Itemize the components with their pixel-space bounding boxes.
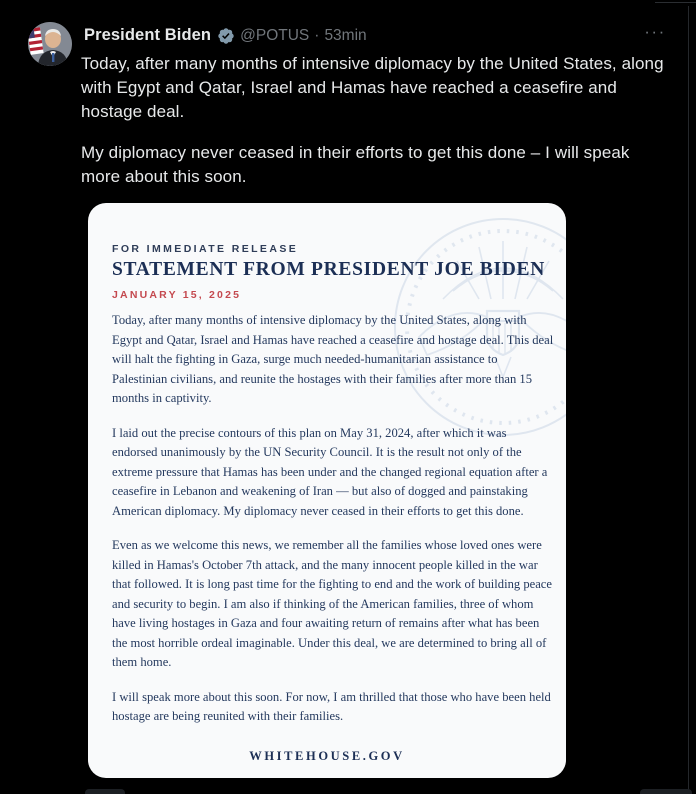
statement-body: [112, 311, 554, 742]
tweet-body: [81, 52, 665, 206]
whitehouse-gov-footer: WHITEHOUSE.GOV: [249, 749, 405, 763]
column-divider-top: [655, 2, 696, 3]
tweet-header: [84, 26, 367, 45]
tweet-paragraph: Today, after many months of intensive diplomacy by the United States, along with Egypt and Qatar, Israel and Hamas have reached a ceasefire and hostage deal.: [81, 54, 664, 121]
release-kicker: FOR IMMEDIATE RELEASE: [112, 243, 299, 255]
statement-paragraph: Even as we welcome this news, we remember all the families whose loved ones were killed in Hamas's October 7th attack, and the many innocent people killed in the war that followed. It is long past time for the fighting to end and the work of building peace and security to begin. I am also if thinking of the American families, three of whom have living hostages in Gaza and four awaiting return of remains after what has been the most horrible ordeal imaginable. Under this deal, we are determined to bring all of them home.: [112, 538, 552, 669]
statement-paragraph: I laid out the precise contours of this plan on May 31, 2024, after which it was endorsed unanimously by the UN Security Council. It is the result not only of the extreme pressure that Hamas has been under and the changed regional equation after a ceasefire in Lebanon and weakening of Iran — but also of dogged and painstaking American diplomacy. My diplomacy never ceased in their efforts to get this done.: [112, 425, 548, 518]
statement-image-card[interactable]: [88, 203, 566, 778]
more-button[interactable]: ···: [638, 20, 672, 44]
statement-date: JANUARY 15, 2025: [112, 289, 242, 301]
verified-badge-icon: [217, 27, 235, 45]
display-name[interactable]: President Biden: [84, 26, 212, 44]
separator-dot: ·: [314, 26, 320, 44]
below-fold-element-edge: [640, 789, 692, 794]
avatar[interactable]: [28, 22, 72, 66]
tweet-paragraph: My diplomacy never ceased in their efforts to get this done – I will speak more about this soon.: [81, 143, 630, 186]
timestamp[interactable]: 53min: [324, 26, 367, 44]
below-fold-element-edge: [85, 789, 125, 794]
statement-paragraph: I will speak more about this soon. For now, I am thrilled that those who have been held hostage are being reunited with their families.: [112, 689, 551, 723]
handle[interactable]: @POTUS: [240, 26, 310, 44]
column-divider: [688, 6, 689, 794]
statement-paragraph: Today, after many months of intensive diplomacy by the United States, along with Egypt and Qatar, Israel and Hamas have reached a ceasefire and hostage deal. This deal will halt the fighting in Gaza, surge much needed-humanitarian assistance to Palestinian civilians, and reunite the hostages with their families after more than 15 months in captivity.: [112, 313, 554, 405]
avatar-image: [28, 22, 72, 66]
statement-title: STATEMENT FROM PRESIDENT JOE BIDEN: [112, 259, 546, 280]
